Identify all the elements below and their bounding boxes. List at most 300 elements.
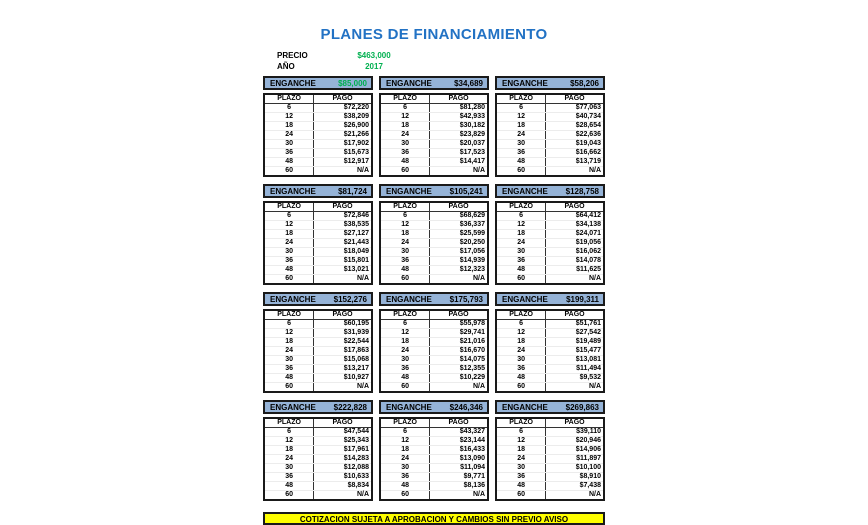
plazo-cell: 48 xyxy=(380,374,430,383)
table-row xyxy=(380,491,488,501)
enganche-header xyxy=(495,292,605,306)
plazo-cell: 12 xyxy=(264,329,314,338)
pago-cell: $72,220 xyxy=(314,104,372,113)
plazo-cell: 24 xyxy=(264,131,314,140)
table-row xyxy=(264,347,372,356)
plazo-cell: 30 xyxy=(496,248,546,257)
pago-cell: $30,182 xyxy=(430,122,488,131)
pago-column-header: PAGO xyxy=(546,202,604,212)
payment-table xyxy=(495,417,605,501)
enganche-label: ENGANCHE xyxy=(386,402,432,412)
pago-cell: $10,100 xyxy=(546,464,604,473)
table-header-row xyxy=(496,310,604,320)
table-row xyxy=(380,239,488,248)
plazo-cell: 12 xyxy=(264,113,314,122)
table-row xyxy=(496,113,604,122)
plazo-cell: 18 xyxy=(264,122,314,131)
pago-cell: N/A xyxy=(472,275,485,282)
plan-card xyxy=(495,400,605,501)
pago-cell: $36,337 xyxy=(430,221,488,230)
table-row xyxy=(380,221,488,230)
plazo-cell: 24 xyxy=(496,455,546,464)
plans-grid xyxy=(263,76,605,501)
table-row xyxy=(380,140,488,149)
table-row xyxy=(264,257,372,266)
pago-cell: $13,719 xyxy=(546,158,604,167)
table-row xyxy=(264,275,372,285)
pago-cell: $9,532 xyxy=(546,374,604,383)
plazo-cell: 6 xyxy=(264,104,314,113)
table-row xyxy=(380,383,488,393)
pago-cell: N/A xyxy=(356,167,369,174)
plazo-column-header: PLAZO xyxy=(380,310,430,320)
pago-cell: $14,417 xyxy=(430,158,488,167)
pago-cell: $17,523 xyxy=(430,149,488,158)
table-row xyxy=(264,140,372,149)
enganche-label: ENGANCHE xyxy=(270,402,316,412)
table-row xyxy=(496,221,604,230)
table-row xyxy=(264,131,372,140)
table-row xyxy=(496,455,604,464)
pago-cell: N/A xyxy=(356,383,369,390)
pago-cell: $15,068 xyxy=(314,356,372,365)
plazo-cell: 48 xyxy=(380,266,430,275)
table-row xyxy=(496,482,604,491)
pago-cell: N/A xyxy=(356,275,369,282)
table-row xyxy=(380,113,488,122)
plazo-cell: 6 xyxy=(264,428,314,437)
table-header-row xyxy=(380,418,488,428)
plazo-cell: 48 xyxy=(496,374,546,383)
plazo-cell: 24 xyxy=(380,455,430,464)
table-row xyxy=(380,266,488,275)
pago-cell: N/A xyxy=(588,275,601,282)
pago-cell: $14,283 xyxy=(314,455,372,464)
plazo-cell: 18 xyxy=(380,122,430,131)
plazo-cell: 24 xyxy=(380,239,430,248)
pago-cell: $25,599 xyxy=(430,230,488,239)
plazo-cell: 24 xyxy=(264,239,314,248)
pago-cell: $14,078 xyxy=(546,257,604,266)
pago-cell: $22,544 xyxy=(314,338,372,347)
table-header-row xyxy=(380,202,488,212)
table-row xyxy=(264,149,372,158)
pago-column-header: PAGO xyxy=(314,310,372,320)
plazo-cell: 24 xyxy=(496,347,546,356)
table-row xyxy=(380,473,488,482)
enganche-value: $246,346 xyxy=(449,402,483,412)
plazo-cell: 30 xyxy=(496,140,546,149)
plazo-cell: 30 xyxy=(264,248,314,257)
page-title: PLANES DE FINANCIAMIENTO xyxy=(320,26,548,43)
plan-card xyxy=(379,76,489,177)
pago-cell: $11,094 xyxy=(430,464,488,473)
pago-cell: $19,043 xyxy=(546,140,604,149)
pago-column-header: PAGO xyxy=(430,94,488,104)
plazo-column-header: PLAZO xyxy=(380,418,430,428)
pago-cell: $38,535 xyxy=(314,221,372,230)
enganche-value: $199,311 xyxy=(566,294,599,304)
pago-cell: $21,443 xyxy=(314,239,372,248)
table-row xyxy=(380,329,488,338)
pago-cell: $13,090 xyxy=(430,455,488,464)
table-row xyxy=(264,464,372,473)
plazo-cell: 60 xyxy=(264,491,314,501)
table-row xyxy=(264,248,372,257)
table-row xyxy=(264,383,372,393)
enganche-value: $269,863 xyxy=(565,402,599,412)
plazo-cell: 48 xyxy=(264,158,314,167)
payment-table xyxy=(379,93,489,177)
table-row xyxy=(264,446,372,455)
pago-cell: $12,355 xyxy=(430,365,488,374)
pago-cell: $18,049 xyxy=(314,248,372,257)
table-row xyxy=(264,329,372,338)
pago-cell: $10,229 xyxy=(430,374,488,383)
plazo-cell: 6 xyxy=(496,212,546,221)
enganche-value: $105,241 xyxy=(449,186,483,196)
table-row xyxy=(264,374,372,383)
table-row xyxy=(264,104,372,113)
enganche-header xyxy=(263,292,373,306)
payment-table xyxy=(263,93,373,177)
plazo-cell: 48 xyxy=(380,158,430,167)
payment-table xyxy=(379,417,489,501)
plazo-cell: 12 xyxy=(380,221,430,230)
pago-cell: $29,741 xyxy=(430,329,488,338)
table-row xyxy=(264,455,372,464)
plazo-cell: 30 xyxy=(380,248,430,257)
table-row xyxy=(380,149,488,158)
plazo-cell: 12 xyxy=(496,437,546,446)
table-row xyxy=(496,104,604,113)
plazo-cell: 36 xyxy=(496,149,546,158)
plazo-cell: 48 xyxy=(264,482,314,491)
table-row xyxy=(380,212,488,221)
plazo-cell: 36 xyxy=(264,149,314,158)
enganche-label: ENGANCHE xyxy=(386,294,432,304)
plazo-cell: 36 xyxy=(380,365,430,374)
plazo-cell: 60 xyxy=(264,167,314,177)
pago-cell: N/A xyxy=(472,167,485,174)
pago-cell: N/A xyxy=(472,383,485,390)
payment-table xyxy=(495,309,605,393)
enganche-value: $85,000 xyxy=(338,78,367,88)
precio-value: $463,000 xyxy=(357,51,391,60)
payment-table xyxy=(263,417,373,501)
plazo-cell: 48 xyxy=(380,482,430,491)
pago-column-header: PAGO xyxy=(546,310,604,320)
plazo-cell: 60 xyxy=(380,383,430,393)
payment-table xyxy=(495,201,605,285)
table-header-row xyxy=(264,94,372,104)
pago-cell: $38,209 xyxy=(314,113,372,122)
enganche-label: ENGANCHE xyxy=(502,402,548,412)
plazo-cell: 48 xyxy=(264,266,314,275)
enganche-value: $34,689 xyxy=(454,78,483,88)
plazo-cell: 12 xyxy=(380,437,430,446)
table-row xyxy=(496,491,604,501)
plazo-cell: 18 xyxy=(380,338,430,347)
table-row xyxy=(380,428,488,437)
table-row xyxy=(264,320,372,329)
payment-table xyxy=(263,201,373,285)
pago-cell: $15,477 xyxy=(546,347,604,356)
table-row xyxy=(264,356,372,365)
pago-cell: $60,195 xyxy=(314,320,372,329)
plazo-cell: 18 xyxy=(380,446,430,455)
plazo-cell: 36 xyxy=(264,473,314,482)
plazo-column-header: PLAZO xyxy=(264,418,314,428)
table-row xyxy=(496,338,604,347)
plazo-cell: 18 xyxy=(264,446,314,455)
plazo-cell: 6 xyxy=(496,104,546,113)
table-row xyxy=(264,491,372,501)
plazo-cell: 18 xyxy=(496,230,546,239)
plazo-cell: 48 xyxy=(264,374,314,383)
table-row xyxy=(380,455,488,464)
table-row xyxy=(380,482,488,491)
table-row xyxy=(380,320,488,329)
table-row xyxy=(380,374,488,383)
plazo-cell: 48 xyxy=(496,266,546,275)
plazo-column-header: PLAZO xyxy=(380,202,430,212)
pago-cell: $77,063 xyxy=(546,104,604,113)
enganche-header xyxy=(379,76,489,90)
pago-cell: $17,961 xyxy=(314,446,372,455)
enganche-label: ENGANCHE xyxy=(386,78,432,88)
pago-cell: $26,900 xyxy=(314,122,372,131)
plazo-cell: 60 xyxy=(380,167,430,177)
table-row xyxy=(496,257,604,266)
pago-cell: $16,670 xyxy=(430,347,488,356)
plazo-cell: 24 xyxy=(264,455,314,464)
pago-cell: $16,062 xyxy=(546,248,604,257)
plazo-cell: 30 xyxy=(380,140,430,149)
table-row xyxy=(496,347,604,356)
pago-cell: $12,917 xyxy=(314,158,372,167)
table-row xyxy=(264,338,372,347)
table-header-row xyxy=(380,310,488,320)
ano-value: 2017 xyxy=(365,62,383,71)
pago-cell: $11,494 xyxy=(546,365,604,374)
plazo-cell: 12 xyxy=(496,113,546,122)
enganche-value: $222,828 xyxy=(333,402,367,412)
table-row xyxy=(496,239,604,248)
payment-table xyxy=(379,309,489,393)
plazo-cell: 12 xyxy=(380,113,430,122)
table-header-row xyxy=(264,418,372,428)
table-row xyxy=(380,248,488,257)
plan-card xyxy=(263,184,373,285)
plazo-column-header: PLAZO xyxy=(264,94,314,104)
table-row xyxy=(264,122,372,131)
pago-cell: $23,144 xyxy=(430,437,488,446)
plazo-cell: 12 xyxy=(496,329,546,338)
plan-card xyxy=(379,400,489,501)
pago-column-header: PAGO xyxy=(430,418,488,428)
plazo-cell: 12 xyxy=(264,221,314,230)
pago-cell: $19,489 xyxy=(546,338,604,347)
table-header-row xyxy=(496,94,604,104)
table-header-row xyxy=(496,418,604,428)
pago-cell: $20,250 xyxy=(430,239,488,248)
plazo-column-header: PLAZO xyxy=(496,310,546,320)
table-row xyxy=(380,464,488,473)
enganche-header xyxy=(263,184,373,198)
plan-card xyxy=(263,292,373,393)
plazo-cell: 60 xyxy=(264,275,314,285)
pago-cell: $12,323 xyxy=(430,266,488,275)
plazo-cell: 6 xyxy=(264,320,314,329)
pago-cell: $17,056 xyxy=(430,248,488,257)
pago-cell: $20,037 xyxy=(430,140,488,149)
pago-cell: $22,636 xyxy=(546,131,604,140)
table-header-row xyxy=(264,310,372,320)
table-row xyxy=(496,446,604,455)
table-row xyxy=(380,257,488,266)
plazo-cell: 18 xyxy=(264,230,314,239)
plazo-cell: 18 xyxy=(496,122,546,131)
plan-card xyxy=(379,184,489,285)
plazo-cell: 36 xyxy=(380,149,430,158)
plazo-cell: 24 xyxy=(496,239,546,248)
plazo-cell: 30 xyxy=(264,464,314,473)
table-row xyxy=(496,320,604,329)
plazo-cell: 18 xyxy=(496,338,546,347)
plazo-column-header: PLAZO xyxy=(264,310,314,320)
plazo-cell: 12 xyxy=(380,329,430,338)
pago-column-header: PAGO xyxy=(430,202,488,212)
table-row xyxy=(264,482,372,491)
pago-cell: $72,846 xyxy=(314,212,372,221)
table-row xyxy=(496,329,604,338)
plazo-cell: 30 xyxy=(496,464,546,473)
table-row xyxy=(496,122,604,131)
enganche-label: ENGANCHE xyxy=(386,186,432,196)
pago-cell: $55,978 xyxy=(430,320,488,329)
plan-card xyxy=(379,292,489,393)
pago-cell: N/A xyxy=(588,491,601,498)
pago-cell: $27,542 xyxy=(546,329,604,338)
pago-column-header: PAGO xyxy=(430,310,488,320)
table-row xyxy=(380,131,488,140)
plazo-cell: 6 xyxy=(380,428,430,437)
pago-cell: $40,734 xyxy=(546,113,604,122)
table-row xyxy=(496,230,604,239)
pago-cell: $15,673 xyxy=(314,149,372,158)
pago-cell: $21,016 xyxy=(430,338,488,347)
table-row xyxy=(264,167,372,177)
table-header-row xyxy=(380,94,488,104)
plazo-cell: 6 xyxy=(496,428,546,437)
table-row xyxy=(264,365,372,374)
table-row xyxy=(264,113,372,122)
ano-row xyxy=(277,61,605,72)
pago-cell: $19,056 xyxy=(546,239,604,248)
table-row xyxy=(264,239,372,248)
plazo-cell: 30 xyxy=(496,356,546,365)
pago-column-header: PAGO xyxy=(314,418,372,428)
pago-cell: $16,662 xyxy=(546,149,604,158)
precio-label: PRECIO xyxy=(277,51,308,60)
table-row xyxy=(496,374,604,383)
table-row xyxy=(380,437,488,446)
pago-cell: $13,021 xyxy=(314,266,372,275)
table-row xyxy=(264,158,372,167)
table-row xyxy=(496,248,604,257)
pago-cell: $68,629 xyxy=(430,212,488,221)
plazo-cell: 60 xyxy=(380,491,430,501)
pago-cell: $51,761 xyxy=(546,320,604,329)
table-row xyxy=(496,149,604,158)
plan-card xyxy=(495,76,605,177)
pago-cell: $81,280 xyxy=(430,104,488,113)
plazo-cell: 30 xyxy=(380,464,430,473)
plazo-cell: 6 xyxy=(496,320,546,329)
pago-cell: N/A xyxy=(588,383,601,390)
pago-cell: $17,863 xyxy=(314,347,372,356)
plazo-column-header: PLAZO xyxy=(496,94,546,104)
payment-table xyxy=(263,309,373,393)
table-row xyxy=(496,464,604,473)
table-row xyxy=(496,356,604,365)
table-row xyxy=(380,356,488,365)
pago-cell: $43,327 xyxy=(430,428,488,437)
plazo-cell: 36 xyxy=(380,257,430,266)
plazo-cell: 24 xyxy=(264,347,314,356)
enganche-label: ENGANCHE xyxy=(270,78,316,88)
table-row xyxy=(496,428,604,437)
enganche-header xyxy=(263,400,373,414)
plazo-cell: 36 xyxy=(264,257,314,266)
table-row xyxy=(380,167,488,177)
plazo-cell: 18 xyxy=(380,230,430,239)
pago-cell: $64,412 xyxy=(546,212,604,221)
plazo-cell: 24 xyxy=(380,347,430,356)
price-info-block xyxy=(277,50,605,72)
plazo-cell: 60 xyxy=(496,167,546,177)
plazo-cell: 18 xyxy=(496,446,546,455)
table-row xyxy=(496,140,604,149)
plazo-cell: 30 xyxy=(264,356,314,365)
pago-cell: $20,946 xyxy=(546,437,604,446)
footer-disclaimer: COTIZACION SUJETA A APROBACION Y CAMBIOS SIN PREVIO AVISO xyxy=(263,512,605,525)
enganche-label: ENGANCHE xyxy=(270,294,316,304)
plazo-cell: 60 xyxy=(380,275,430,285)
enganche-value: $175,793 xyxy=(449,294,483,304)
pago-cell: $14,939 xyxy=(430,257,488,266)
pago-cell: $39,110 xyxy=(546,428,604,437)
table-row xyxy=(496,275,604,285)
plan-card xyxy=(263,76,373,177)
pago-cell: $21,266 xyxy=(314,131,372,140)
pago-cell: $42,933 xyxy=(430,113,488,122)
plazo-cell: 36 xyxy=(264,365,314,374)
enganche-value: $128,758 xyxy=(565,186,599,196)
plazo-cell: 6 xyxy=(264,212,314,221)
plazo-cell: 60 xyxy=(496,275,546,285)
plazo-cell: 30 xyxy=(264,140,314,149)
plazo-cell: 36 xyxy=(496,473,546,482)
pago-cell: $27,127 xyxy=(314,230,372,239)
table-row xyxy=(380,365,488,374)
table-row xyxy=(264,428,372,437)
plazo-cell: 48 xyxy=(496,158,546,167)
pago-cell: $13,081 xyxy=(546,356,604,365)
plazo-cell: 36 xyxy=(496,257,546,266)
plazo-column-header: PLAZO xyxy=(496,202,546,212)
